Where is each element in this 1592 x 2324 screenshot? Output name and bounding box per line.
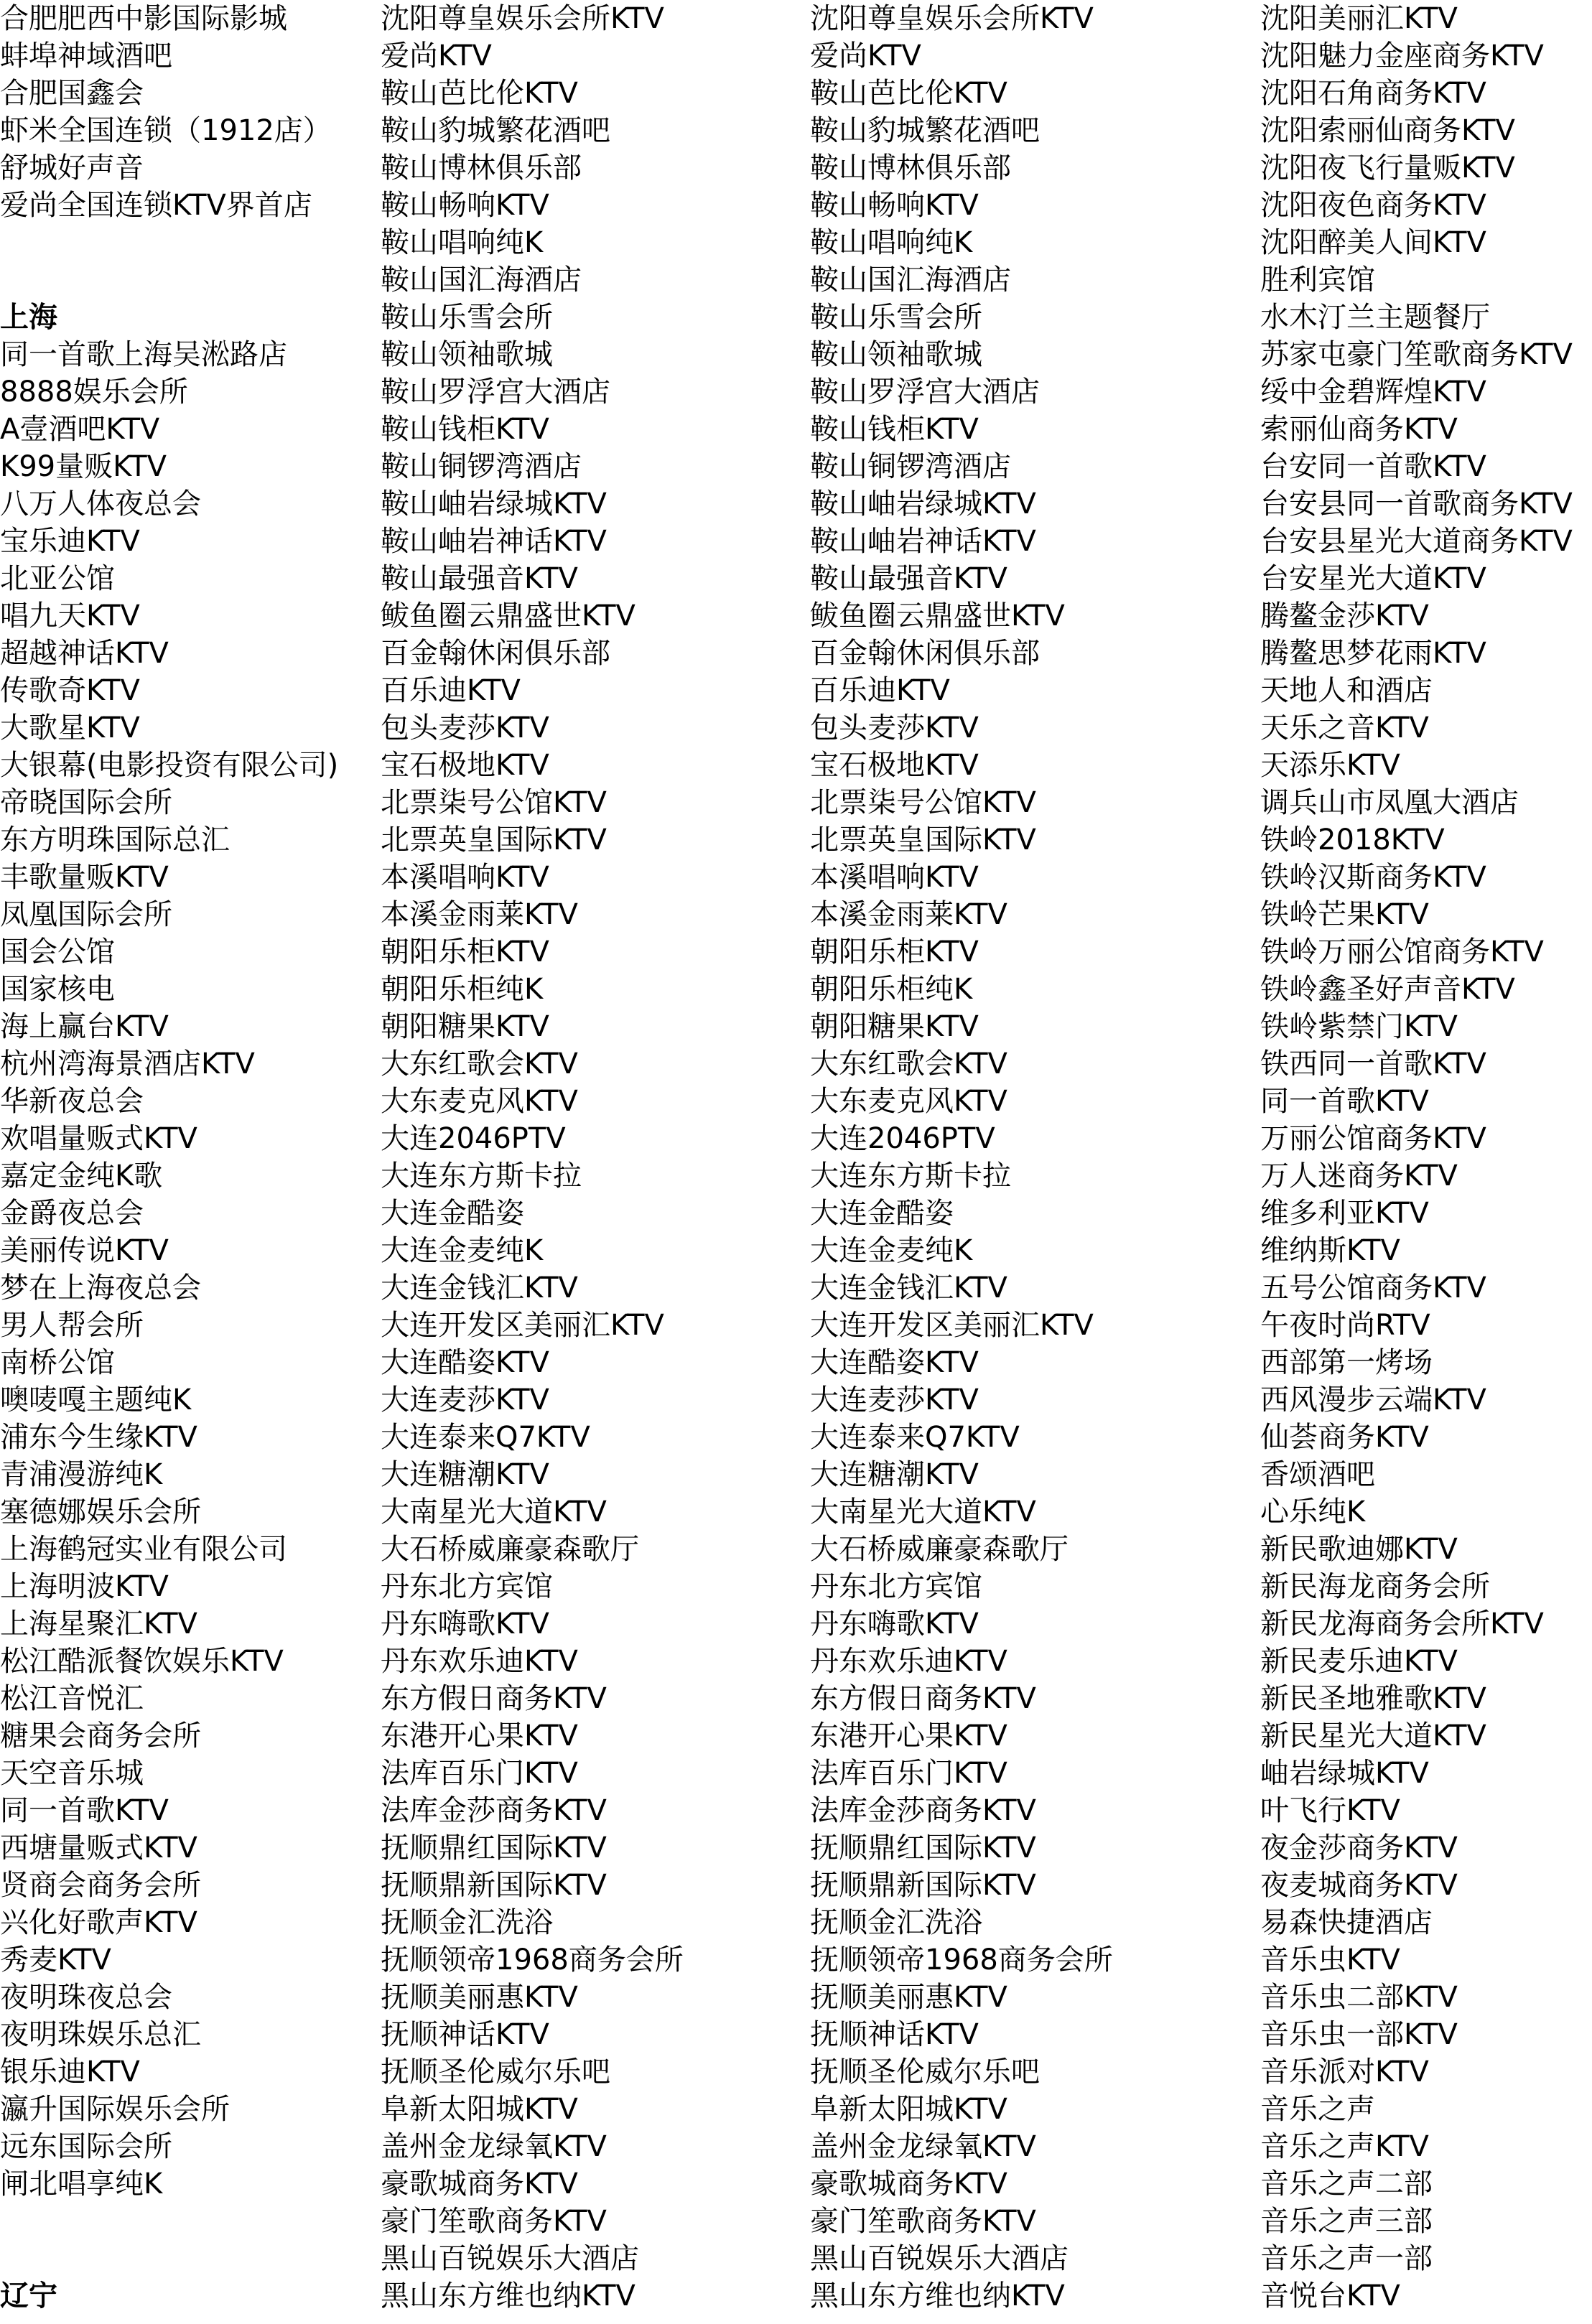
venue-list-item: 大连东方斯卡拉 bbox=[381, 1159, 582, 1193]
venue-list-item: 塞德娜娱乐会所 bbox=[0, 1495, 201, 1529]
venue-list-item: 大连糖潮KTV bbox=[381, 1458, 549, 1491]
venue-list-item: 音乐之声三部 bbox=[1260, 2205, 1433, 2238]
venue-list-item: 抚顺美丽惠KTV bbox=[381, 1981, 578, 2014]
venue-list-item: 瀛升国际娱乐会所 bbox=[0, 2093, 230, 2126]
venue-list-item: 天乐之音KTV bbox=[1260, 711, 1429, 745]
venue-list-item: 大连金酷姿 bbox=[810, 1197, 954, 1230]
venue-list-item: 大东红歌会KTV bbox=[381, 1047, 578, 1081]
venue-list-item: 本溪唱响KTV bbox=[381, 861, 549, 894]
venue-list-item: 铁西同一首歌KTV bbox=[1260, 1047, 1486, 1081]
venue-list-item: 维多利亚KTV bbox=[1260, 1197, 1429, 1230]
venue-list-item: 唱九天KTV bbox=[0, 599, 140, 633]
venue-list-item: 抚顺鼎红国际KTV bbox=[810, 1831, 1036, 1865]
column-1 bbox=[0, 0, 373, 2315]
venue-list-item: 阜新太阳城KTV bbox=[381, 2093, 578, 2126]
venue-list-item: 万人迷商务KTV bbox=[1260, 1159, 1458, 1193]
venue-list-item: 东港开心果KTV bbox=[810, 1719, 1007, 1753]
venue-list-item: 爱尚KTV bbox=[381, 39, 492, 73]
venue-list-item: 国家核电 bbox=[0, 973, 115, 1006]
venue-list-item: 新民海龙商务会所 bbox=[1260, 1570, 1490, 1603]
venue-list-item: 夜麦城商务KTV bbox=[1260, 1869, 1458, 1902]
venue-list-item: 朝阳乐柜KTV bbox=[381, 935, 549, 969]
venue-list-item: 岫岩绿城KTV bbox=[1260, 1757, 1429, 1790]
venue-list-item: 新民星光大道KTV bbox=[1260, 1719, 1486, 1753]
venue-list-item: 音乐派对KTV bbox=[1260, 2055, 1429, 2089]
venue-list-item: 音乐之声二部 bbox=[1260, 2167, 1433, 2201]
venue-list-item: 铁岭汉斯商务KTV bbox=[1260, 861, 1486, 894]
venue-list-item: 豪门笙歌商务KTV bbox=[810, 2205, 1036, 2238]
venue-list-item: 鞍山豹城繁花酒吧 bbox=[810, 114, 1040, 147]
venue-list-item: 腾鳌金莎KTV bbox=[1260, 599, 1429, 633]
venue-list-item: 松江音悦汇 bbox=[0, 1682, 144, 1715]
venue-list-item: 爱尚全国连锁KTV界首店 bbox=[0, 189, 312, 222]
venue-list-item: 本溪唱响KTV bbox=[810, 861, 979, 894]
venue-list-item: 鞍山岫岩绿城KTV bbox=[810, 487, 1036, 521]
venue-list-item: 鞍山国汇海酒店 bbox=[381, 263, 582, 297]
venue-list-item: 百金翰休闲俱乐部 bbox=[381, 637, 610, 670]
venue-list-item: 上海星聚汇KTV bbox=[0, 1607, 197, 1641]
venue-list-item: 水木汀兰主题餐厅 bbox=[1260, 301, 1490, 334]
venue-list-item: 丹东北方宾馆 bbox=[810, 1570, 982, 1603]
venue-list-item: 新民圣地雅歌KTV bbox=[1260, 1682, 1486, 1715]
venue-list-item: 台安星光大道KTV bbox=[1260, 562, 1486, 595]
venue-list-item: 鞍山乐雪会所 bbox=[810, 301, 982, 334]
venue-list-item: 鞍山芭比伦KTV bbox=[381, 77, 578, 110]
venue-list-item: 银乐迪KTV bbox=[0, 2055, 140, 2089]
venue-list-item: 远东国际会所 bbox=[0, 2130, 172, 2163]
venue-list-item: 豪门笙歌商务KTV bbox=[381, 2205, 607, 2238]
venue-list-item: 鞍山钱柜KTV bbox=[381, 413, 549, 446]
venue-list-item: 大连金麦纯K bbox=[381, 1234, 544, 1267]
venue-list-item: 鞍山最强音KTV bbox=[381, 562, 578, 595]
venue-list-item: 铁岭鑫圣好声音KTV bbox=[1260, 973, 1515, 1006]
venue-list-item: 天空音乐城 bbox=[0, 1757, 144, 1790]
venue-list-item: 夜明珠娱乐总汇 bbox=[0, 2018, 201, 2051]
venue-list-item: 沈阳石角商务KTV bbox=[1260, 77, 1486, 110]
venue-list-item: 噢唛嘎主题纯K bbox=[0, 1383, 192, 1417]
venue-list-item: 叶飞行KTV bbox=[1260, 1794, 1400, 1827]
venue-list-item: 大连金钱汇KTV bbox=[810, 1271, 1007, 1305]
venue-list-item: 上海明波KTV bbox=[0, 1570, 169, 1603]
venue-list-item: 八万人体夜总会 bbox=[0, 487, 201, 521]
venue-list-item: 虾米全国连锁（1912店） bbox=[0, 114, 332, 147]
venue-list-item: 鞍山岫岩神话KTV bbox=[381, 525, 607, 558]
venue-list-item: 抚顺鼎新国际KTV bbox=[810, 1869, 1036, 1902]
venue-list-item: 豪歌城商务KTV bbox=[381, 2167, 578, 2201]
venue-list-item: 鞍山畅响KTV bbox=[810, 189, 979, 222]
venue-list-item: 新民麦乐迪KTV bbox=[1260, 1645, 1458, 1678]
venue-list-item: 宝石极地KTV bbox=[810, 749, 979, 782]
venue-list-item: 心乐纯K bbox=[1260, 1495, 1366, 1529]
venue-list-item: 大连麦莎KTV bbox=[810, 1383, 979, 1417]
venue-list-item: 抚顺鼎红国际KTV bbox=[381, 1831, 607, 1865]
venue-list-item: 西部第一烤场 bbox=[1260, 1346, 1433, 1379]
venue-list-item: 抚顺领帝1968商务会所 bbox=[810, 1943, 1113, 1977]
venue-list-item: 万丽公馆商务KTV bbox=[1260, 1122, 1486, 1155]
venue-list-item: 爱尚KTV bbox=[810, 39, 921, 73]
spacer bbox=[0, 2203, 373, 2240]
venue-list-item: 抚顺金汇洗浴 bbox=[810, 1906, 982, 1939]
venue-list-item: 东方明珠国际总汇 bbox=[0, 823, 230, 857]
venue-list-item: 鞍山钱柜KTV bbox=[810, 413, 979, 446]
venue-list-item: 男人帮会所 bbox=[0, 1309, 144, 1342]
venue-list-item: 闸北唱享纯K bbox=[0, 2167, 163, 2201]
venue-list-item: 浦东今生缘KTV bbox=[0, 1421, 197, 1454]
venue-list-item: 午夜时尚RTV bbox=[1260, 1309, 1430, 1342]
venue-list-item: 帝晓国际会所 bbox=[0, 786, 172, 819]
venue-list-item: 欢唱量贩式KTV bbox=[0, 1122, 197, 1155]
venue-list-item: 南桥公馆 bbox=[0, 1346, 115, 1379]
venue-list-item: 仙荟商务KTV bbox=[1260, 1421, 1429, 1454]
venue-list-item: 超越神话KTV bbox=[0, 637, 169, 670]
venue-list-item: 香颂酒吧 bbox=[1260, 1458, 1375, 1491]
venue-list-item: 抚顺圣伦威尔乐吧 bbox=[381, 2055, 610, 2089]
venue-list-item: 大南星光大道KTV bbox=[810, 1495, 1036, 1529]
venue-list-item: 百乐迪KTV bbox=[381, 674, 521, 707]
venue-list-item: 宝乐迪KTV bbox=[0, 525, 140, 558]
venue-list-item: 天地人和酒店 bbox=[1260, 674, 1433, 707]
venue-list-item: 鞍山铜锣湾酒店 bbox=[381, 450, 582, 483]
venue-list-item: 台安县同一首歌商务KTV bbox=[1260, 487, 1573, 521]
venue-list-item: 大连泰来Q7KTV bbox=[810, 1421, 1020, 1454]
venue-list-item: 鞍山畅响KTV bbox=[381, 189, 549, 222]
venue-list-item: 新民歌迪娜KTV bbox=[1260, 1533, 1458, 1566]
venue-list-item: 百乐迪KTV bbox=[810, 674, 950, 707]
venue-list-item: 大连开发区美丽汇KTV bbox=[381, 1309, 664, 1342]
venue-list-item: 丹东欢乐迪KTV bbox=[810, 1645, 1007, 1678]
venue-list-item: 梦在上海夜总会 bbox=[0, 1271, 201, 1305]
venue-list-item: 鞍山芭比伦KTV bbox=[810, 77, 1007, 110]
venue-list-item: 鞍山博林俱乐部 bbox=[810, 151, 1011, 185]
venue-list-item: 夜金莎商务KTV bbox=[1260, 1831, 1458, 1865]
venue-list-item: 大南星光大道KTV bbox=[381, 1495, 607, 1529]
venue-list-item: 东方假日商务KTV bbox=[381, 1682, 607, 1715]
venue-list-item: 鞍山国汇海酒店 bbox=[810, 263, 1011, 297]
venue-list-item: 黑山百锐娱乐大酒店 bbox=[381, 2242, 639, 2275]
venue-list-item: 大石桥威廉豪森歌厅 bbox=[810, 1533, 1069, 1566]
venue-list-item: 丰歌量贩KTV bbox=[0, 861, 169, 894]
venue-list-item: 北亚公馆 bbox=[0, 562, 115, 595]
venue-list-item: 大连糖潮KTV bbox=[810, 1458, 979, 1491]
venue-list-item: 朝阳糖果KTV bbox=[381, 1010, 549, 1043]
venue-list-item: 西塘量贩式KTV bbox=[0, 1831, 197, 1865]
venue-list-item: 鞍山豹城繁花酒吧 bbox=[381, 114, 610, 147]
venue-list-item: 沈阳夜色商务KTV bbox=[1260, 189, 1486, 222]
venue-list-item: 大连开发区美丽汇KTV bbox=[810, 1309, 1094, 1342]
venue-list-item: 大连2046PTV bbox=[381, 1122, 566, 1155]
section-heading: 上海 bbox=[0, 301, 57, 334]
venue-list-item: 兴化好歌声KTV bbox=[0, 1906, 197, 1939]
venue-list-item: A壹酒吧KTV bbox=[0, 413, 160, 446]
venue-list-item: 鞍山最强音KTV bbox=[810, 562, 1007, 595]
venue-list-item: 音乐虫KTV bbox=[1260, 1943, 1400, 1977]
venue-list-item: 合肥国鑫会 bbox=[0, 77, 144, 110]
venue-list-item: 调兵山市凤凰大酒店 bbox=[1260, 786, 1519, 819]
venue-list-item: 舒城好声音 bbox=[0, 151, 144, 185]
venue-list-item: 本溪金雨莱KTV bbox=[381, 898, 578, 931]
venue-list-item: 东港开心果KTV bbox=[381, 1719, 578, 1753]
venue-list-item: 音悦台KTV bbox=[1260, 2279, 1400, 2313]
venue-list-item: 抚顺神话KTV bbox=[810, 2018, 979, 2051]
venue-list-item: 凤凰国际会所 bbox=[0, 898, 172, 931]
venue-list-item: 美丽传说KTV bbox=[0, 1234, 169, 1267]
venue-list-item: 大石桥威廉豪森歌厅 bbox=[381, 1533, 639, 1566]
venue-list-item: 夜明珠夜总会 bbox=[0, 1981, 172, 2014]
venue-list-item: 音乐之声一部 bbox=[1260, 2242, 1433, 2275]
venue-list-item: 鲅鱼圈云鼎盛世KTV bbox=[810, 599, 1065, 633]
venue-list-item: 音乐虫二部KTV bbox=[1260, 1981, 1458, 2014]
venue-list-item: 音乐之声KTV bbox=[1260, 2130, 1429, 2163]
venue-list-item: 东方假日商务KTV bbox=[810, 1682, 1036, 1715]
venue-list-item: 抚顺圣伦威尔乐吧 bbox=[810, 2055, 1040, 2089]
section-heading: 辽宁 bbox=[0, 2279, 57, 2313]
venue-list-item: 大银幕(电影投资有限公司) bbox=[0, 749, 339, 782]
venue-list-item: 音乐虫一部KTV bbox=[1260, 2018, 1458, 2051]
venue-list-item: 上海鹤冠实业有限公司 bbox=[0, 1533, 287, 1566]
venue-list-item: 大连金麦纯K bbox=[810, 1234, 973, 1267]
venue-list-item: 法库金莎商务KTV bbox=[381, 1794, 607, 1827]
venue-list-item: 朝阳乐柜纯K bbox=[381, 973, 544, 1006]
spacer bbox=[0, 261, 373, 299]
venue-list-item: 抚顺神话KTV bbox=[381, 2018, 549, 2051]
column-4 bbox=[1260, 0, 1591, 2315]
venue-list-item: 朝阳乐柜KTV bbox=[810, 935, 979, 969]
venue-list-item: 抚顺金汇洗浴 bbox=[381, 1906, 553, 1939]
spacer bbox=[0, 224, 373, 261]
venue-list-item: 鲅鱼圈云鼎盛世KTV bbox=[381, 599, 636, 633]
venue-list-item: 合肥肥西中影国际影城 bbox=[0, 2, 287, 35]
venue-list-item: 糖果会商务会所 bbox=[0, 1719, 201, 1753]
venue-list-item: 铁岭芒果KTV bbox=[1260, 898, 1429, 931]
column-2 bbox=[381, 0, 783, 2315]
venue-list-item: 台安县星光大道商务KTV bbox=[1260, 525, 1573, 558]
venue-list-item: 盖州金龙绿氧KTV bbox=[381, 2130, 607, 2163]
venue-list-item: 丹东欢乐迪KTV bbox=[381, 1645, 578, 1678]
venue-list-item: 北票英皇国际KTV bbox=[810, 823, 1036, 857]
venue-list-item: 鞍山领袖歌城 bbox=[381, 338, 553, 371]
venue-list-item: 法库百乐门KTV bbox=[810, 1757, 1007, 1790]
venue-list-item: 法库百乐门KTV bbox=[381, 1757, 578, 1790]
venue-list-item: 丹东嗨歌KTV bbox=[381, 1607, 549, 1641]
venue-list-item: 天添乐KTV bbox=[1260, 749, 1400, 782]
venue-list-item: 台安同一首歌KTV bbox=[1260, 450, 1486, 483]
venue-list-item: 沈阳魅力金座商务KTV bbox=[1260, 39, 1544, 73]
venue-list-item: 丹东嗨歌KTV bbox=[810, 1607, 979, 1641]
venue-list-item: 大东麦克风KTV bbox=[810, 1085, 1007, 1118]
venue-list-item: 胜利宾馆 bbox=[1260, 263, 1375, 297]
venue-list-item: 沈阳夜飞行量贩KTV bbox=[1260, 151, 1515, 185]
venue-list-item: 朝阳乐柜纯K bbox=[810, 973, 973, 1006]
venue-list-item: 鞍山罗浮宫大酒店 bbox=[810, 375, 1040, 409]
venue-list-item: 鞍山铜锣湾酒店 bbox=[810, 450, 1011, 483]
venue-list-item: 大歌星KTV bbox=[0, 711, 140, 745]
venue-list-item: 大连酷姿KTV bbox=[810, 1346, 979, 1379]
venue-list-item: K99量贩KTV bbox=[0, 450, 167, 483]
venue-list-item: 同一首歌KTV bbox=[1260, 1085, 1429, 1118]
venue-list-item: 秀麦KTV bbox=[0, 1943, 111, 1977]
venue-list-item: 鞍山唱响纯K bbox=[381, 226, 544, 259]
venue-list-item: 黑山东方维也纳KTV bbox=[810, 2279, 1065, 2313]
venue-list-item: 大连金钱汇KTV bbox=[381, 1271, 578, 1305]
venue-list-item: 金爵夜总会 bbox=[0, 1197, 144, 1230]
venue-list-item: 包头麦莎KTV bbox=[381, 711, 549, 745]
venue-list-item: 西风漫步云端KTV bbox=[1260, 1383, 1486, 1417]
venue-list-item: 黑山东方维也纳KTV bbox=[381, 2279, 636, 2313]
venue-list-item: 绥中金碧辉煌KTV bbox=[1260, 375, 1486, 409]
venue-list-item: 沈阳索丽仙商务KTV bbox=[1260, 114, 1515, 147]
venue-list-item: 北票柒号公馆KTV bbox=[381, 786, 607, 819]
venue-list-item: 鞍山唱响纯K bbox=[810, 226, 973, 259]
venue-list-item: 法库金莎商务KTV bbox=[810, 1794, 1036, 1827]
venue-list-item: 鞍山博林俱乐部 bbox=[381, 151, 582, 185]
venue-list-item: 同一首歌上海吴淞路店 bbox=[0, 338, 287, 371]
venue-list-item: 鞍山罗浮宫大酒店 bbox=[381, 375, 610, 409]
venue-list-item: 百金翰休闲俱乐部 bbox=[810, 637, 1040, 670]
venue-list-item: 大东红歌会KTV bbox=[810, 1047, 1007, 1081]
venue-list-item: 铁岭2018KTV bbox=[1260, 823, 1445, 857]
venue-list-item: 大连金酷姿 bbox=[381, 1197, 524, 1230]
venue-list-item: 鞍山岫岩绿城KTV bbox=[381, 487, 607, 521]
venue-list-item: 铁岭万丽公馆商务KTV bbox=[1260, 935, 1544, 969]
venue-list-item: 宝石极地KTV bbox=[381, 749, 549, 782]
venue-list-item: 包头麦莎KTV bbox=[810, 711, 979, 745]
venue-list-item: 抚顺美丽惠KTV bbox=[810, 1981, 1007, 2014]
venue-list-item: 大东麦克风KTV bbox=[381, 1085, 578, 1118]
venue-list-item: 嘉定金纯K歌 bbox=[0, 1159, 163, 1193]
venue-list-item: 北票英皇国际KTV bbox=[381, 823, 607, 857]
venue-list-item: 阜新太阳城KTV bbox=[810, 2093, 1007, 2126]
venue-list-item: 同一首歌KTV bbox=[0, 1794, 169, 1827]
venue-list-item: 索丽仙商务KTV bbox=[1260, 413, 1458, 446]
venue-list-item: 传歌奇KTV bbox=[0, 674, 140, 707]
venue-list-item: 抚顺鼎新国际KTV bbox=[381, 1869, 607, 1902]
venue-list-item: 青浦漫游纯K bbox=[0, 1458, 163, 1491]
venue-list-item: 蚌埠神域酒吧 bbox=[0, 39, 172, 73]
venue-list-item: 8888娱乐会所 bbox=[0, 375, 188, 409]
venue-list-item: 盖州金龙绿氧KTV bbox=[810, 2130, 1036, 2163]
venue-list-item: 维纳斯KTV bbox=[1260, 1234, 1400, 1267]
venue-list-item: 大连酷姿KTV bbox=[381, 1346, 549, 1379]
venue-list-item: 大连东方斯卡拉 bbox=[810, 1159, 1011, 1193]
venue-list-item: 鞍山岫岩神话KTV bbox=[810, 525, 1036, 558]
venue-list-item: 五号公馆商务KTV bbox=[1260, 1271, 1486, 1305]
venue-list-item: 沈阳尊皇娱乐会所KTV bbox=[810, 2, 1094, 35]
venue-list-item: 苏家屯豪门笙歌商务KTV bbox=[1260, 338, 1573, 371]
venue-list-item: 海上赢台KTV bbox=[0, 1010, 169, 1043]
venue-list-item: 音乐之声 bbox=[1260, 2093, 1375, 2126]
venue-list-item: 大连泰来Q7KTV bbox=[381, 1421, 590, 1454]
venue-list-item: 鞍山乐雪会所 bbox=[381, 301, 553, 334]
venue-list-item: 松江酷派餐饮娱乐KTV bbox=[0, 1645, 284, 1678]
venue-list-item: 抚顺领帝1968商务会所 bbox=[381, 1943, 684, 1977]
venue-list-item: 腾鳌思梦花雨KTV bbox=[1260, 637, 1486, 670]
venue-list-item: 本溪金雨莱KTV bbox=[810, 898, 1007, 931]
venue-list-item: 丹东北方宾馆 bbox=[381, 1570, 553, 1603]
venue-list-item: 北票柒号公馆KTV bbox=[810, 786, 1036, 819]
venue-list-item: 大连2046PTV bbox=[810, 1122, 995, 1155]
venue-list-item: 国会公馆 bbox=[0, 935, 115, 969]
venue-list-item: 杭州湾海景酒店KTV bbox=[0, 1047, 255, 1081]
venue-list-item: 沈阳美丽汇KTV bbox=[1260, 2, 1458, 35]
venue-list-item: 豪歌城商务KTV bbox=[810, 2167, 1007, 2201]
venue-list-item: 朝阳糖果KTV bbox=[810, 1010, 979, 1043]
venue-list-item: 易森快捷酒店 bbox=[1260, 1906, 1433, 1939]
spacer bbox=[0, 2240, 373, 2277]
venue-list-item: 沈阳尊皇娱乐会所KTV bbox=[381, 2, 664, 35]
venue-list-item: 铁岭紫禁门KTV bbox=[1260, 1010, 1458, 1043]
venue-list-item: 贤商会商务会所 bbox=[0, 1869, 201, 1902]
column-3 bbox=[810, 0, 1212, 2315]
venue-list-item: 新民龙海商务会所KTV bbox=[1260, 1607, 1544, 1641]
venue-list-item: 华新夜总会 bbox=[0, 1085, 144, 1118]
venue-list-item: 黑山百锐娱乐大酒店 bbox=[810, 2242, 1069, 2275]
venue-list-item: 鞍山领袖歌城 bbox=[810, 338, 982, 371]
venue-list-item: 沈阳醉美人间KTV bbox=[1260, 226, 1486, 259]
venue-list-item: 大连麦莎KTV bbox=[381, 1383, 549, 1417]
